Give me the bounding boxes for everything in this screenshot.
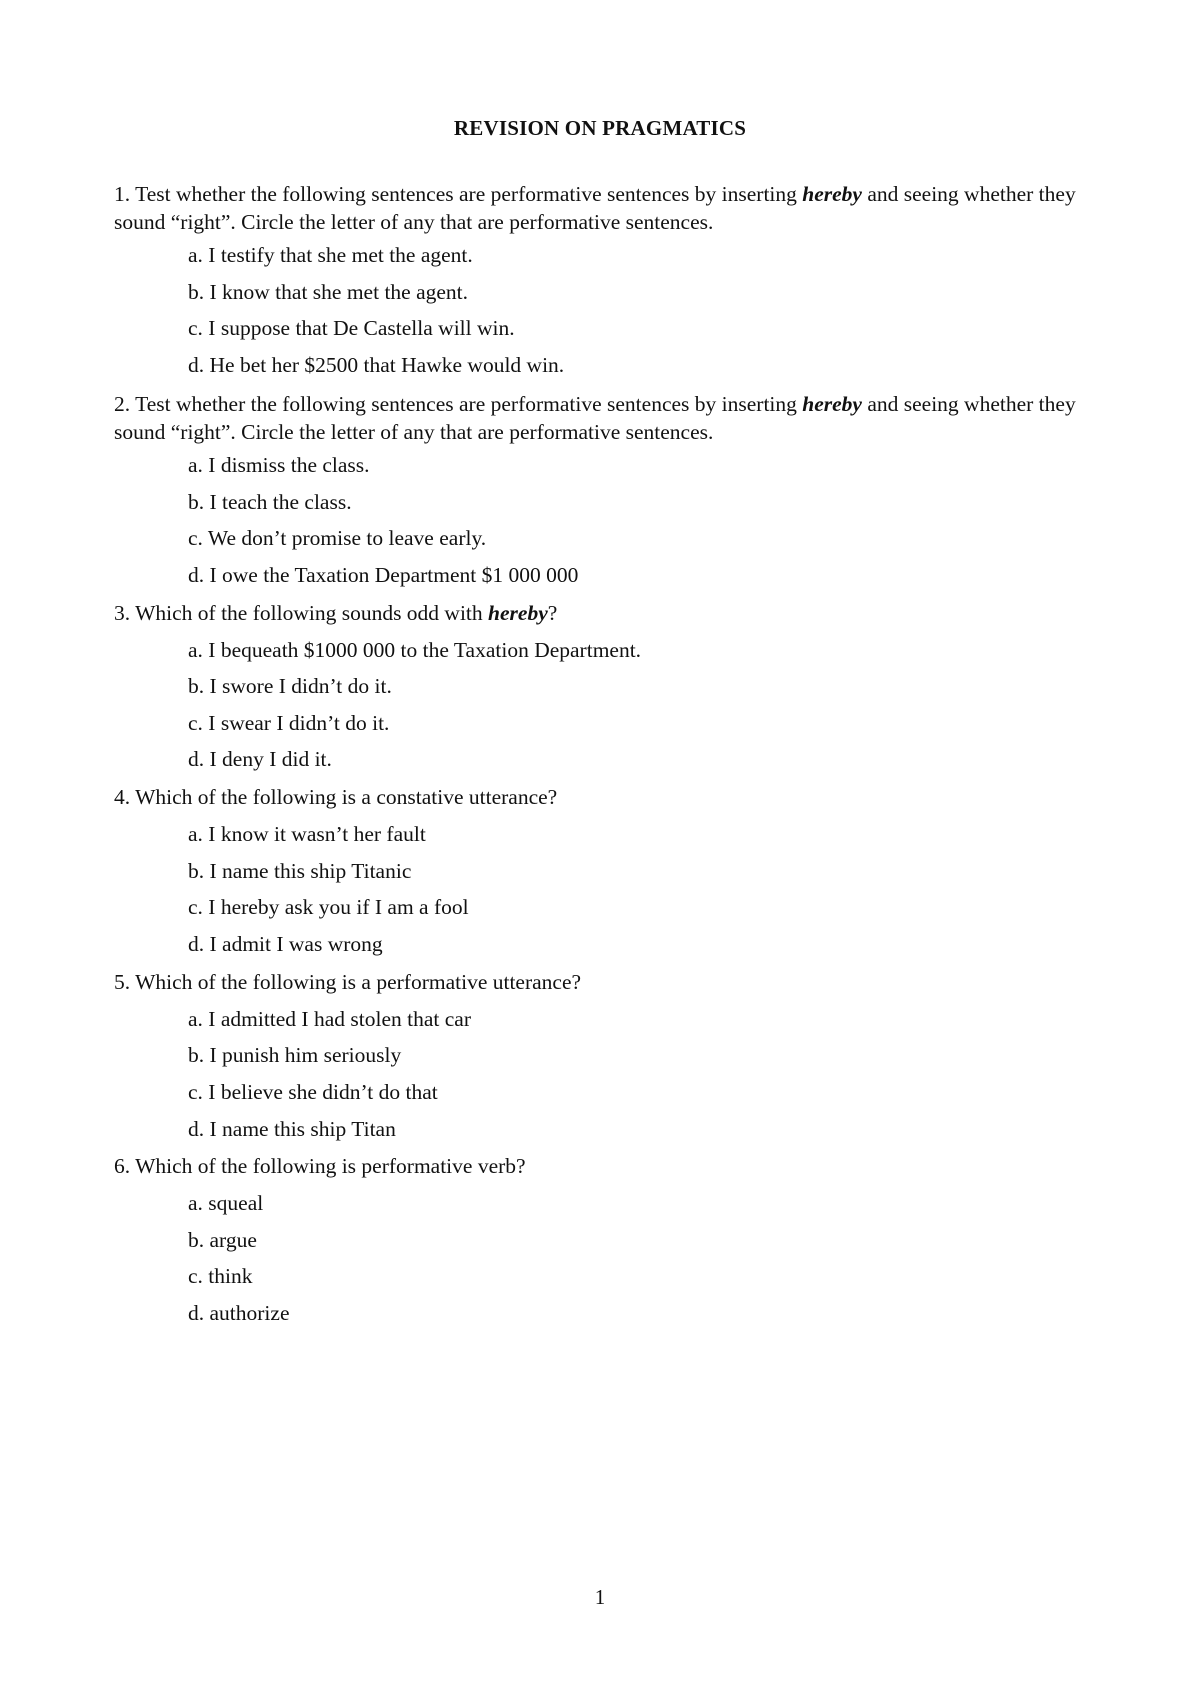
q6-option-b: b. argue [188,1228,257,1252]
question-4-text: 4. Which of the following is a constative utterance? [114,785,558,809]
q3-option-c: c. I swear I didn’t do it. [188,711,390,735]
question-2-text: 2. Test whether the following sentences are performative sentences by inserting hereby and seeing whether they sound “right”. Circle the letter of any that are performative sentences. [114,392,1076,444]
q1-option-d: d. He bet her $2500 that Hawke would win. [188,353,565,377]
q3-option-d: d. I deny I did it. [188,747,332,771]
question-6-text: 6. Which of the following is performative verb? [114,1154,526,1178]
q2-option-c: c. We don’t promise to leave early. [188,526,487,550]
q5-option-a: a. I admitted I had stolen that car [188,1007,471,1031]
q6-option-d: d. authorize [188,1301,290,1325]
q2-option-b: b. I teach the class. [188,490,352,514]
q6-option-a: a. squeal [188,1191,264,1215]
q4-option-b: b. I name this ship Titanic [188,859,412,883]
q2-option-a: a. I dismiss the class. [188,453,370,477]
q2-option-d: d. I owe the Taxation Department $1 000 000 [188,563,579,587]
q6-option-c: c. think [188,1264,253,1288]
q5-option-c: c. I believe she didn’t do that [188,1080,438,1104]
q4-option-d: d. I admit I was wrong [188,932,383,956]
q3-option-b: b. I swore I didn’t do it. [188,674,392,698]
q5-option-b: b. I punish him seriously [188,1043,402,1067]
hereby-keyword: hereby [488,601,548,625]
page-title: REVISION ON PRAGMATICS [453,116,747,140]
page-number: 1 [594,1585,606,1609]
q1-option-c: c. I suppose that De Castella will win. [188,316,515,340]
q4-option-a: a. I know it wasn’t her fault [188,822,426,846]
q1-option-b: b. I know that she met the agent. [188,280,469,304]
hereby-keyword: hereby [802,182,862,206]
question-1-text: 1. Test whether the following sentences are performative sentences by inserting hereby and seeing whether they sound “right”. Circle the letter of any that are performative sentences. [114,182,1076,234]
hereby-keyword: hereby [802,392,862,416]
question-3-text: 3. Which of the following sounds odd with hereby? [114,601,558,625]
q4-option-c: c. I hereby ask you if I am a fool [188,895,469,919]
q3-option-a: a. I bequeath $1000 000 to the Taxation Department. [188,638,642,662]
q1-option-a: a. I testify that she met the agent. [188,243,473,267]
q5-option-d: d. I name this ship Titan [188,1117,396,1141]
question-5-text: 5. Which of the following is a performative utterance? [114,970,582,994]
